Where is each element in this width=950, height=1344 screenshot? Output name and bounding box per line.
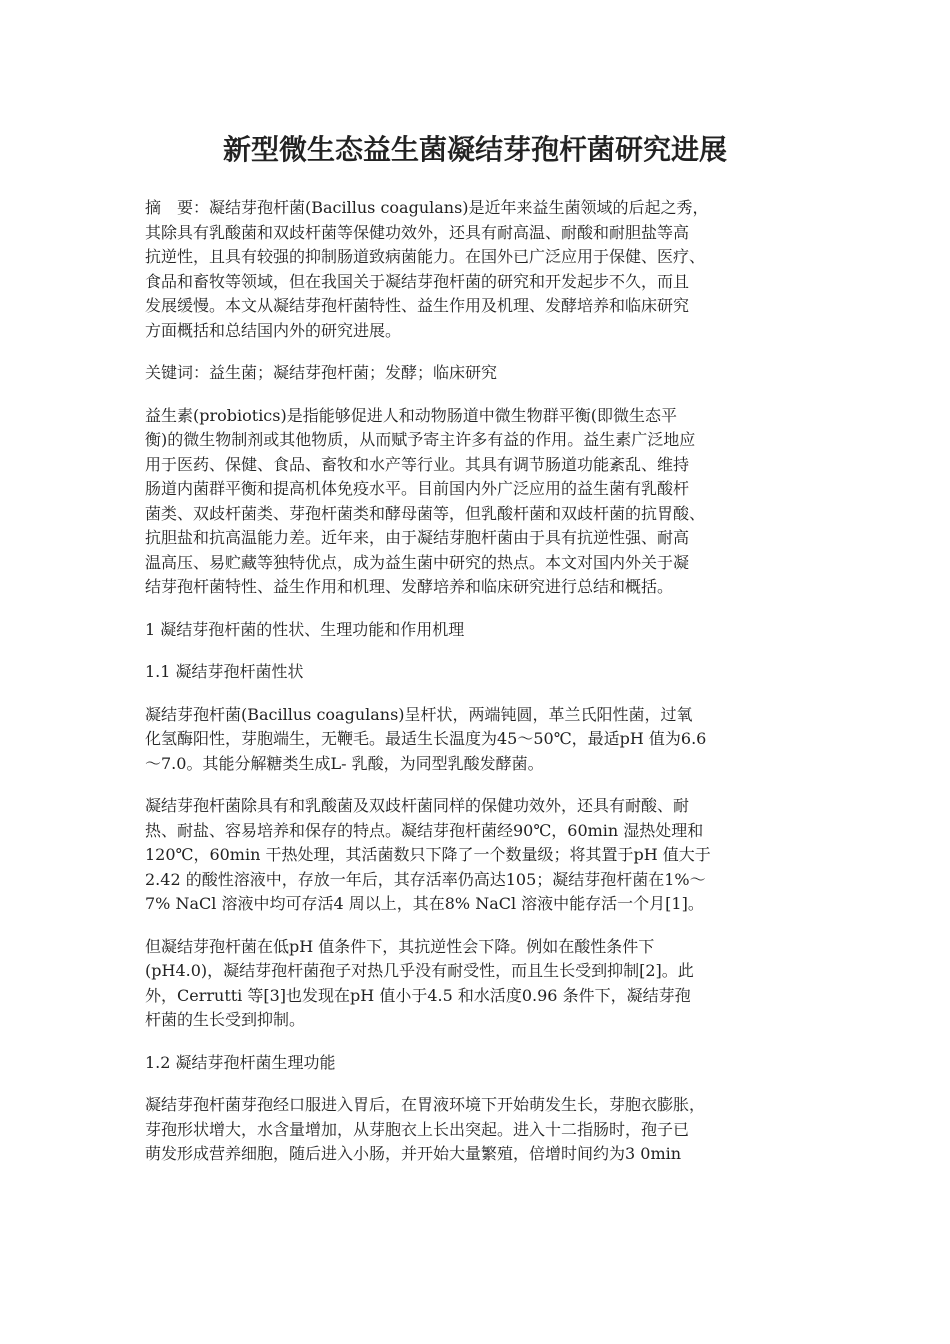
text-line: 肠道内菌群平衡和提高机体免疫水平。目前国内外广泛应用的益生菌有乳酸杆 (145, 479, 690, 498)
low-ph-paragraph (145, 935, 809, 1033)
keywords-line: 关键词：益生菌；凝结芽孢杆菌；发酵；临床研究 (145, 363, 498, 382)
text-line: 凝结芽孢杆菌除具有和乳酸菌及双歧杆菌同样的保健功效外，还具有耐酸、耐 (145, 796, 690, 815)
text-line: 其除具有乳酸菌和双歧杆菌等保健功效外，还具有耐高温、耐酸和耐胆盐等高 (145, 222, 690, 242)
intro-paragraph (145, 404, 809, 600)
text-line: 芽孢形状增大，水含量增加，从芽胞衣上长出突起。进入十二指肠时，孢子已 (145, 1119, 690, 1139)
subsection-heading: 1.2 凝结芽孢杆菌生理功能 (145, 1052, 336, 1072)
text-line: 食品和畜牧等领域，但在我国关于凝结芽孢杆菌的研究和开发起步不久，而且 (145, 271, 690, 291)
text-line: 但凝结芽孢杆菌在低pH 值条件下，其抗逆性会下降。例如在酸性条件下 (145, 936, 655, 956)
traits-paragraph (145, 703, 809, 777)
text-line: 外，Cerrutti 等[3]也发现在pH 值小于4.5 和水活度0.96 条件下，凝结芽孢 (145, 985, 691, 1005)
text-line: 化氢酶阳性，芽胞端生，无鞭毛。最适生长温度为45～50℃，最适pH 值为6.6 (145, 729, 707, 748)
text-line: 摘 要：凝结芽孢杆菌(Bacillus coagulans)是近年来益生菌领域的后起之秀， (145, 198, 709, 217)
text-line: 凝结芽孢杆菌芽孢经口服进入胃后，在胃液环境下开始萌发生长，芽胞衣膨胀， (145, 1095, 706, 1114)
text-line: 120℃，60min 干热处理，其活菌数只下降了一个数量级；将其置于pH 值大于 (145, 845, 711, 864)
text-line: 方面概括和总结国内外的研究进展。 (145, 320, 402, 340)
text-line: 抗胆盐和抗高温能力差。近年来，由于凝结芽胞杆菌由于具有抗逆性强、耐高 (145, 528, 690, 547)
text-line: 发展缓慢。本文从凝结芽孢杆菌特性、益生作用及机理、发酵培养和临床研究 (145, 296, 690, 315)
text-line: 杆菌的生长受到抑制。 (145, 1010, 306, 1029)
abstract-paragraph (145, 196, 809, 343)
text-line: 菌类、双歧杆菌类、芽孢杆菌类和酵母菌等，但乳酸杆菌和双歧杆菌的抗胃酸、 (145, 503, 706, 523)
text-line: 益生素(probiotics)是指能够促进人和动物肠道中微生物群平衡(即微生态平 (145, 405, 677, 425)
section-heading: 1 凝结芽孢杆菌的性状、生理功能和作用机理 (145, 619, 465, 639)
text-line: 抗逆性，且具有较强的抑制肠道致病菌能力。在国外已广泛应用于保健、医疗、 (145, 247, 706, 266)
text-line: 衡)的微生物制剂或其他物质，从而赋予寄主许多有益的作用。益生素广泛地应 (145, 430, 696, 449)
text-line: (pH4.0)，凝结芽孢杆菌孢子对热几乎没有耐受性，而且生长受到抑制[2]。此 (145, 961, 694, 980)
document-body (145, 196, 809, 1185)
text-line: 2.42 的酸性溶液中，存放一年后，其存活率仍高达105；凝结芽孢杆菌在1%～ (145, 869, 706, 889)
text-line: 用于医药、保健、食品、畜牧和水产等行业。其具有调节肠道功能紊乱、维持 (145, 454, 690, 474)
text-line: 温高压、易贮藏等独特优点，成为益生菌中研究的热点。本文对国内外关于凝 (145, 552, 690, 572)
subsection-heading: 1.1 凝结芽孢杆菌性状 (145, 662, 304, 681)
resistance-paragraph (145, 794, 809, 917)
text-line: 凝结芽孢杆菌(Bacillus coagulans)呈杆状，两端钝圆，革兰氏阳性菌，过氧 (145, 704, 693, 724)
text-line: 萌发形成营养细胞，随后进入小肠，并开始大量繁殖，倍增时间约为3 0min (145, 1144, 682, 1163)
text-line: 热、耐盐、容易培养和保存的特点。凝结芽孢杆菌经90℃，60min 湿热处理和 (145, 820, 704, 840)
text-line: 结芽孢杆菌特性、益生作用和机理、发酵培养和临床研究进行总结和概括。 (145, 577, 674, 596)
document-title: 新型微生态益生菌凝结芽孢杆菌研究进展 (222, 133, 727, 166)
text-line: ～7.0。其能分解糖类生成L- 乳酸，为同型乳酸发酵菌。 (145, 753, 544, 773)
physiology-paragraph (145, 1093, 809, 1167)
text-line: 7% NaCl 溶液中均可存活4 周以上，其在8% NaCl 溶液中能存活一个月[1]。 (145, 894, 704, 913)
